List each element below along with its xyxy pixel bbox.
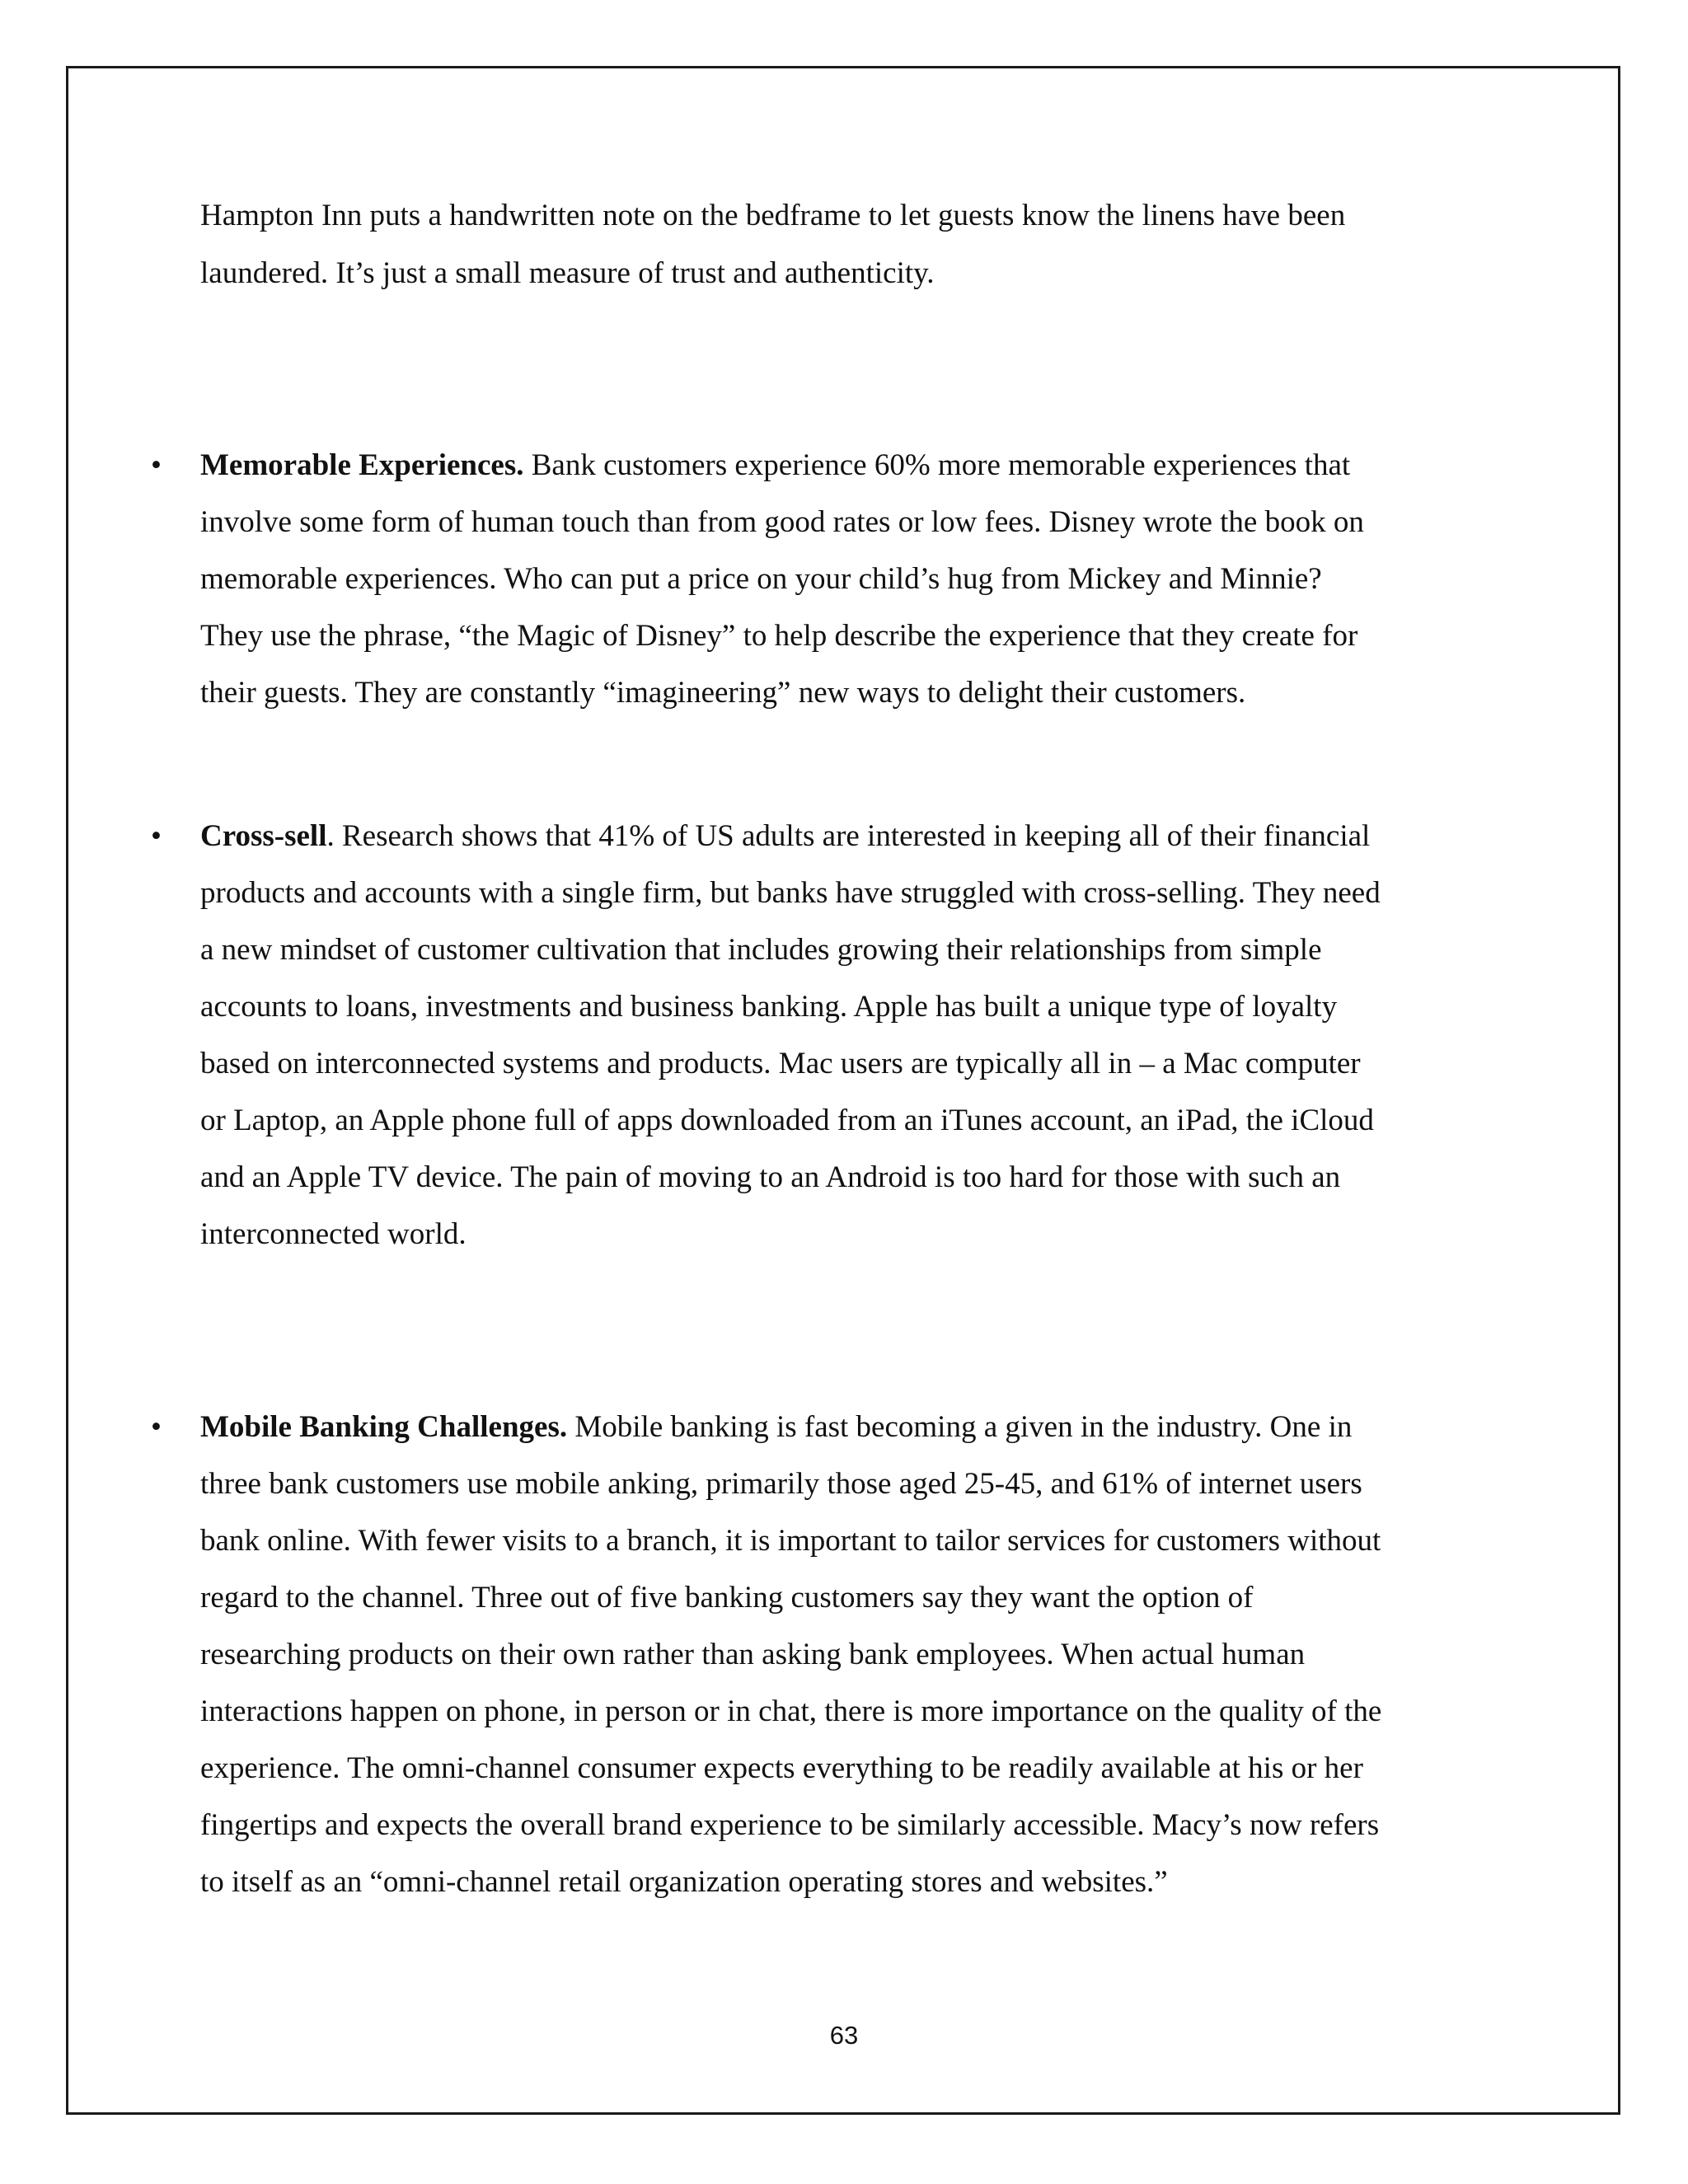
intro-line: laundered. It’s just a small measure of trust and authenticity.: [200, 256, 935, 290]
bullet-first-line: [200, 448, 1350, 484]
bullet-line: memorable experiences. Who can put a price on your child’s hug from Mickey and Minnie?: [200, 562, 1322, 596]
bullet-line: fingertips and expects the overall brand experience to be similarly accessible. Macy’s now refers: [200, 1808, 1380, 1842]
bullet-icon: •: [151, 448, 162, 482]
bullet-lead: Cross-sell: [200, 819, 327, 853]
bullet-line: products and accounts with a single firm, but banks have struggled with cross-selling. They need: [200, 876, 1381, 910]
bullet-line: interconnected world.: [200, 1217, 467, 1251]
page-number: 63: [829, 2021, 859, 2050]
bullet-line: involve some form of human touch than from good rates or low fees. Disney wrote the book on: [200, 505, 1364, 539]
bullet-first-line: [200, 818, 1370, 855]
bullet-icon: •: [151, 819, 162, 853]
bullet-line: a new mindset of customer cultivation that includes growing their relationships from simple: [200, 933, 1322, 967]
bullet-line: and an Apple TV device. The pain of moving to an Android is too hard for those with such an: [200, 1160, 1341, 1194]
bullet-line: They use the phrase, “the Magic of Disney” to help describe the experience that they create for: [200, 619, 1358, 653]
bullet-icon: •: [151, 1410, 162, 1444]
bullet-line: to itself as an “omni-channel retail organization operating stores and websites.”: [200, 1865, 1168, 1899]
bullet-line: their guests. They are constantly “imagineering” new ways to delight their customers.: [200, 676, 1246, 710]
bullet-text: . Research shows that 41% of US adults are interested in keeping all of their financial: [326, 819, 1371, 853]
bullet-lead: Mobile Banking Challenges.: [200, 1410, 568, 1444]
bullet-first-line: [200, 1409, 1352, 1446]
bullet-line: researching products on their own rather than asking bank employees. When actual human: [200, 1638, 1306, 1671]
bullet-text: Bank customers experience 60% more memorable experiences that: [523, 448, 1351, 482]
intro-line: Hampton Inn puts a handwritten note on the bedframe to let guests know the linens have been: [200, 199, 1346, 232]
bullet-line: regard to the channel. Three out of five banking customers say they want the option of: [200, 1581, 1254, 1615]
bullet-line: bank online. With fewer visits to a branch, it is important to tailor services for customers without: [200, 1524, 1381, 1558]
bullet-line: experience. The omni-channel consumer expects everything to be readily available at his or her: [200, 1751, 1363, 1785]
bullet-line: three bank customers use mobile anking, primarily those aged 25-45, and 61% of internet users: [200, 1467, 1362, 1501]
bullet-line: accounts to loans, investments and business banking. Apple has built a unique type of loyalty: [200, 990, 1338, 1024]
bullet-lead: Memorable Experiences.: [200, 448, 524, 482]
bullet-text: Mobile banking is fast becoming a given in the industry. One in: [567, 1410, 1353, 1444]
bullet-line: interactions happen on phone, in person or in chat, there is more importance on the quality of the: [200, 1694, 1382, 1728]
bullet-line: or Laptop, an Apple phone full of apps downloaded from an iTunes account, an iPad, the iCloud: [200, 1104, 1374, 1137]
bullet-line: based on interconnected systems and products. Mac users are typically all in – a Mac computer: [200, 1047, 1361, 1080]
